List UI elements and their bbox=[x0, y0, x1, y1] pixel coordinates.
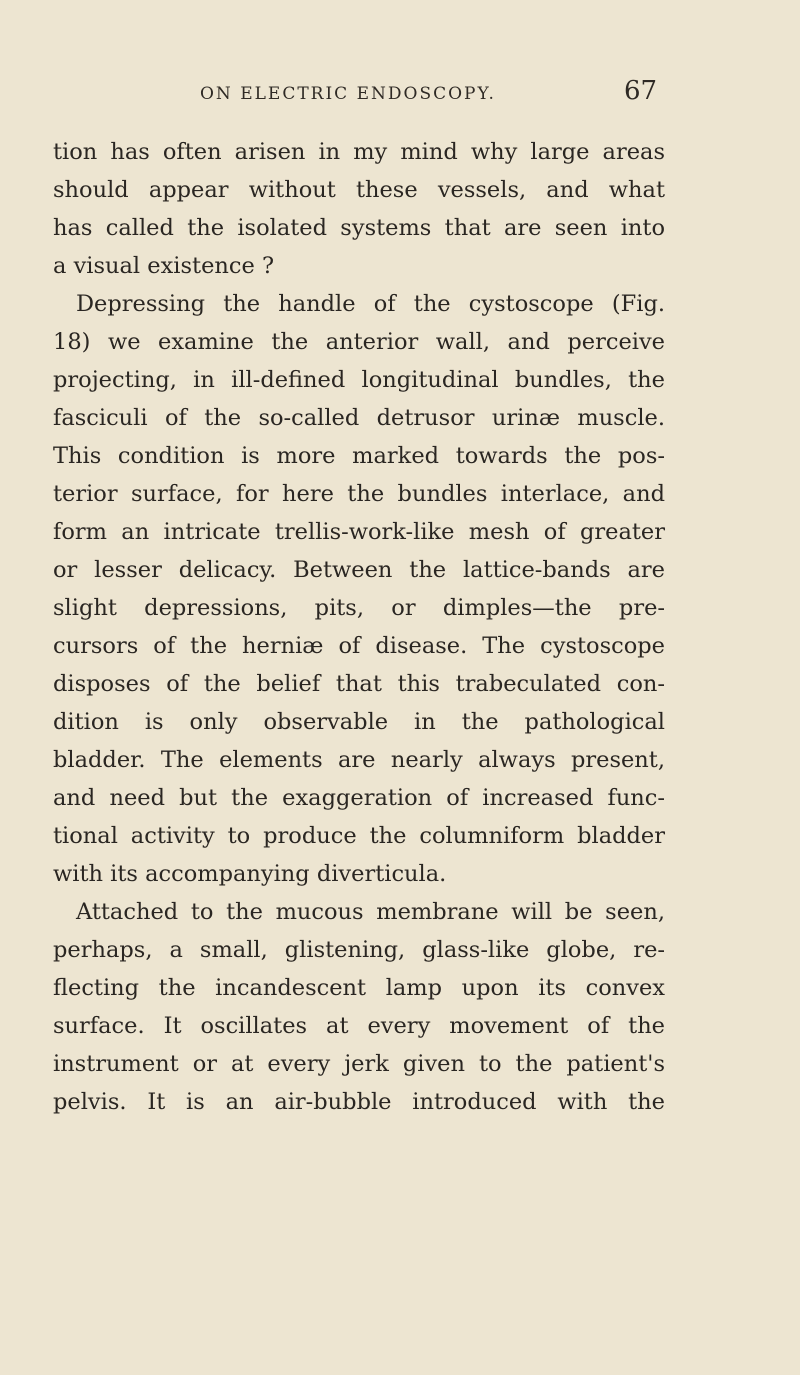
text-line-15: disposes of the belief that this trabeculated con- bbox=[53, 671, 665, 697]
text-line-26: pelvis. It is an air-bubble introduced with the bbox=[53, 1089, 665, 1115]
running-head: ON ELECTRIC ENDOSCOPY. bbox=[200, 84, 496, 104]
text-line-13: slight depressions, pits, or dimples—the pre- bbox=[53, 595, 665, 621]
text-line-22: perhaps, a small, glistening, glass-like globe, re- bbox=[53, 937, 665, 963]
text-line-4: a visual existence ? bbox=[53, 253, 275, 279]
page-number: 67 bbox=[624, 76, 658, 106]
text-line-12: or lesser delicacy. Between the lattice-bands are bbox=[53, 557, 665, 583]
text-line-9: This condition is more marked towards the pos- bbox=[53, 443, 665, 469]
text-line-2: should appear without these vessels, and what bbox=[53, 177, 665, 203]
text-line-7: projecting, in ill-defined longitudinal bundles, the bbox=[53, 367, 665, 393]
text-line-24: surface. It oscillates at every movement of the bbox=[53, 1013, 665, 1039]
text-line-16: dition is only observable in the pathological bbox=[53, 709, 665, 735]
text-line-19: tional activity to produce the columniform bladder bbox=[53, 823, 665, 849]
text-line-11: form an intricate trellis-work-like mesh of greater bbox=[53, 519, 665, 545]
text-line-17: bladder. The elements are nearly always present, bbox=[53, 747, 665, 773]
text-line-1: tion has often arisen in my mind why large areas bbox=[53, 139, 665, 165]
text-line-20: with its accompanying diverticula. bbox=[53, 861, 447, 887]
text-line-23: flecting the incandescent lamp upon its convex bbox=[53, 975, 665, 1001]
text-line-8: fasciculi of the so-called detrusor urinæ muscle. bbox=[53, 405, 665, 431]
text-line-25: instrument or at every jerk given to the patient's bbox=[53, 1051, 665, 1077]
text-line-10: terior surface, for here the bundles interlace, and bbox=[53, 481, 665, 507]
text-line-6: 18) we examine the anterior wall, and perceive bbox=[53, 329, 665, 355]
text-line-5: Depressing the handle of the cystoscope (Fig. bbox=[76, 291, 665, 317]
text-line-18: and need but the exaggeration of increased func- bbox=[53, 785, 665, 811]
text-line-14: cursors of the herniæ of disease. The cystoscope bbox=[53, 633, 665, 659]
text-line-3: has called the isolated systems that are seen into bbox=[53, 215, 665, 241]
text-line-21: Attached to the mucous membrane will be seen, bbox=[76, 899, 665, 925]
